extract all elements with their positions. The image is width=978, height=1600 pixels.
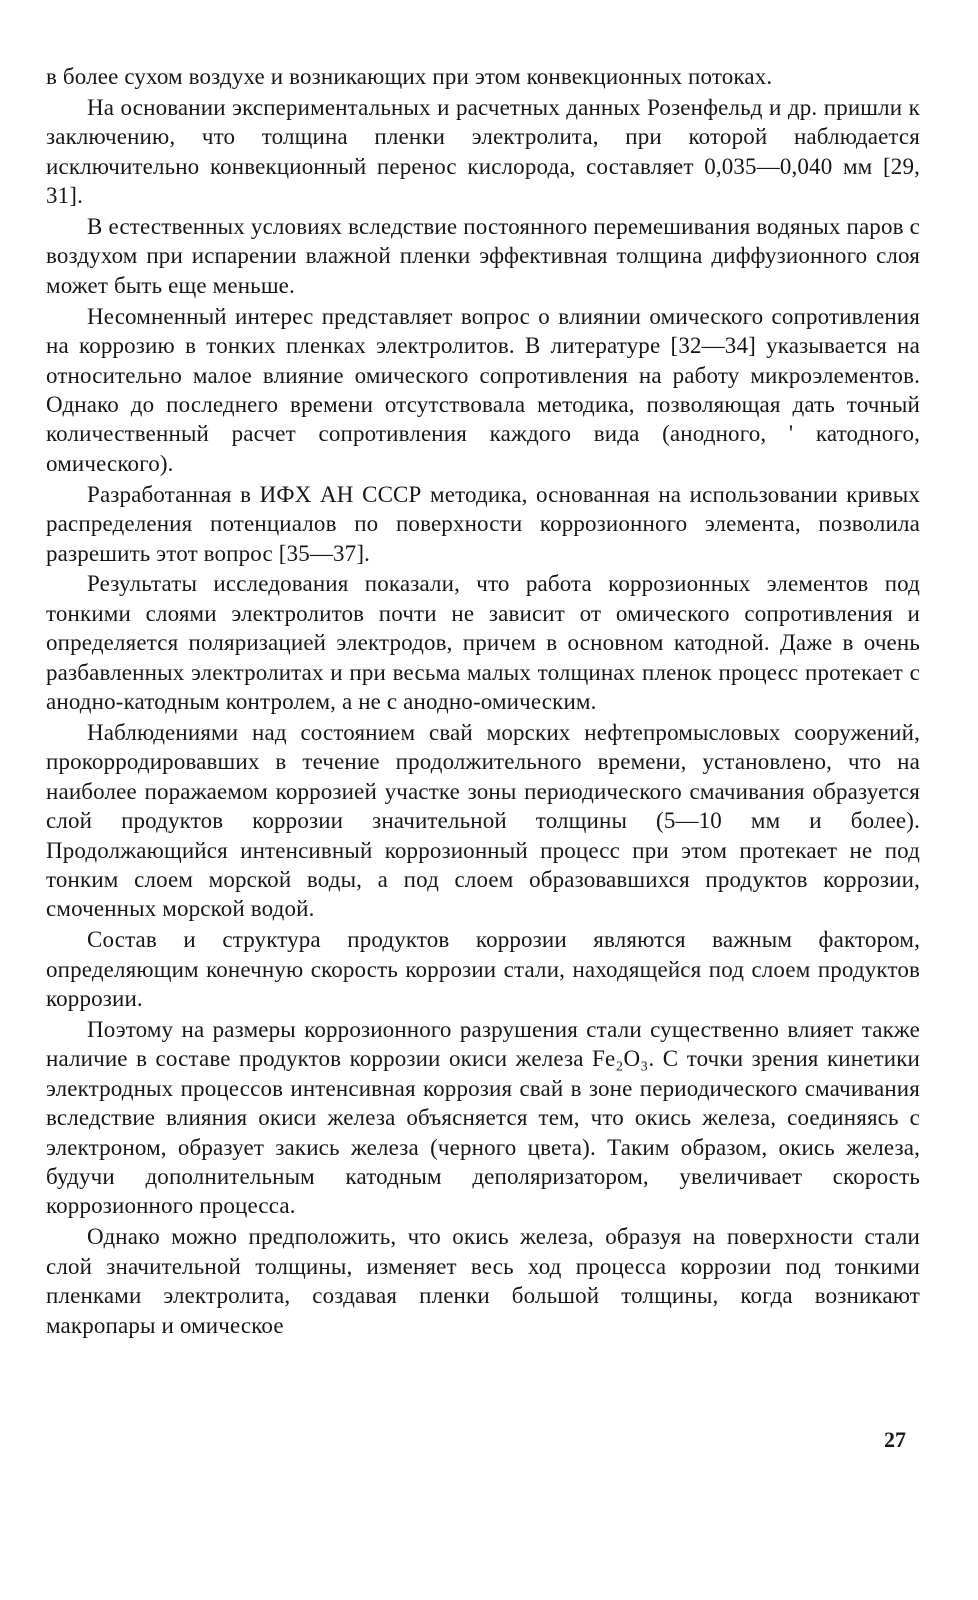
page-body (46, 62, 920, 1341)
paragraph-3: В естественных условиях вследствие постоянного перемешивания водяных паров с воздухом при испарении влажной пленки эффективная толщина диффузионного слоя может быть еще меньше. (46, 214, 920, 298)
paragraph-10: Однако можно предположить, что окись железа, образуя на поверхности стали слой значительной толщины, изменяет весь ход процесса коррозии под тонкими пленками электролита, создавая пленки большой толщины, когда возникают макропары и омическое (46, 1224, 920, 1338)
paragraph-9: Поэтому на размеры коррозионного разрушения стали существенно влияет также наличие в составе продуктов коррозии окиси железа Fe₂O₃. С точки зрения кинетики электродных процессов интенсивная коррозия свай в зоне периодического смачивания вследствие влияния окиси железа объясняется тем, что окись железа, соединяясь с электроном, образует закись железа (черного цвета). Таким образом, окись железа, будучи дополнительным катодным деполяризатором, увеличивает скорость коррозионного процесса. (46, 1017, 920, 1219)
paragraph-6: Результаты исследования показали, что работа коррозионных элементов под тонкими слоями электролитов почти не зависит от омического сопротивления и определяется поляризацией электродов, причем в основном катодной. Даже в очень разбавленных электролитах и при весьма малых толщинах пленок процесс протекает с анодно-катодным контролем, а не с анодно-омическим. (46, 571, 920, 715)
paragraph-1: в более сухом воздухе и возникающих при этом конвекционных потоках. (46, 64, 773, 89)
paragraph-5: Разработанная в ИФХ АН СССР методика, основанная на использовании кривых распределения потенциалов по поверхности коррозионного элемента, позволила разрешить этот вопрос [35—37]. (46, 481, 920, 566)
paragraph-4: Несомненный интерес представляет вопрос о влиянии омического сопротивления на коррозию в тонких пленках электролитов. В литературе [32—34] указывается на относительно малое влияние омического сопротивления на работу микроэлементов. Однако до последнего времени отсутствовала методика, позволяющая дать точный количественный расчет сопротивления каждого вида (анодного, ' катодного, омического). (46, 303, 920, 476)
paragraph-7: Наблюдениями над состоянием свай морских нефтепромысловых сооружений, прокорродировавших в течение продолжительного времени, установлено, что на наиболее поражаемом коррозией участке зоны периодического смачивания образуется слой продуктов коррозии значительной толщины (5—10 мм и более). Продолжающийся интенсивный коррозионный процесс при этом протекает не под тонким слоем морской воды, а под слоем образовавшихся продуктов коррозии, смоченных морской водой. (46, 719, 920, 922)
paragraph-2: На основании экспериментальных и расчетных данных Розенфельд и др. пришли к заключению, что толщина пленки электролита, при которой наблюдается исключительно конвекционный перенос кислорода, составляет 0,035—0,040 мм [29, 31]. (46, 94, 920, 209)
paragraph-8: Состав и структура продуктов коррозии являются важным фактором, определяющим конечную скорость коррозии стали, находящейся под слоем продуктов коррозии. (46, 927, 920, 1012)
page-number: 27 (884, 1427, 906, 1452)
